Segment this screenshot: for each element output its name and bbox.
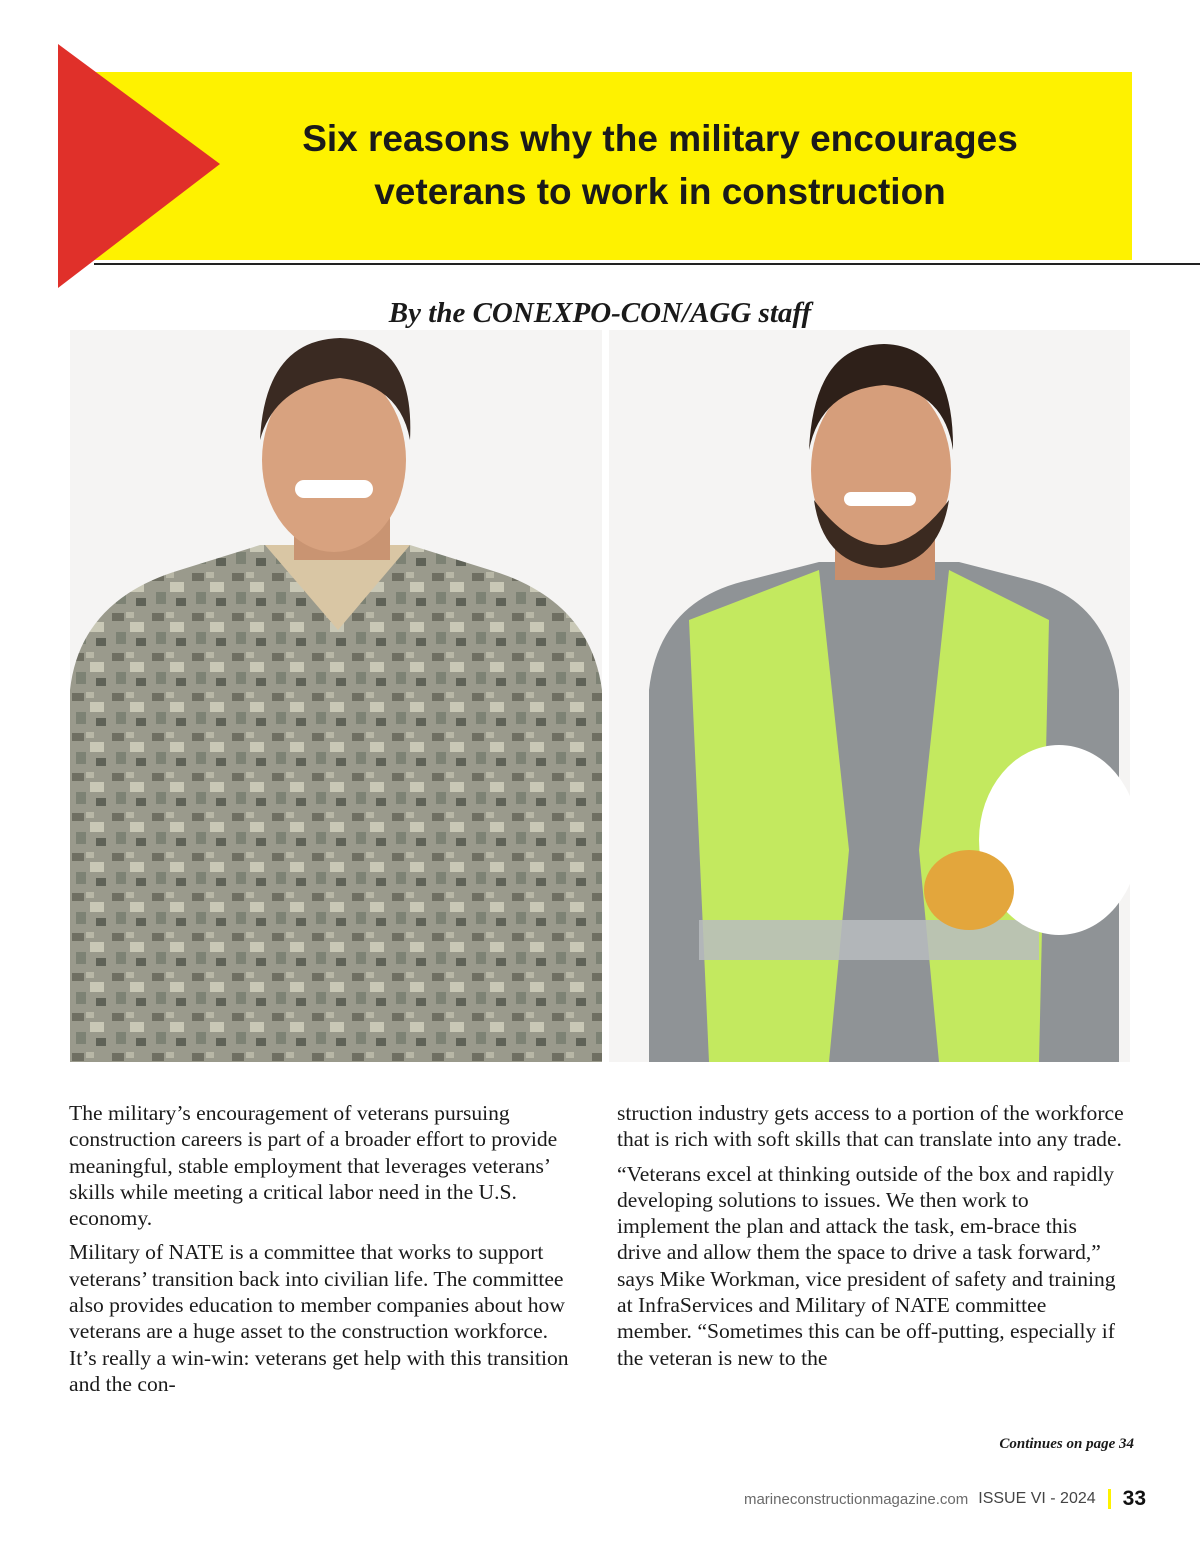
red-arrow-icon [58,44,220,288]
soldier-photo [70,330,602,1062]
continues-note: Continues on page 34 [999,1436,1134,1452]
page-footer [744,1486,1146,1512]
footer-issue: ISSUE VI - 2024 [978,1490,1096,1507]
title-banner [92,72,1132,260]
paragraph: “Veterans excel at thinking outside of the box and rapidly developing solutions to issues. We then work to implement the plan and attack the task, em-brace this drive and allow them the space to drive a task forward,” says Mike Workman, vice president of safety and training at InfraServices and Military of NATE committee member. “Sometimes this can be off-putting, especially if the veteran is new to the [617,1161,1116,1370]
construction-worker-photo [609,330,1130,1062]
footer-site: marineconstructionmagazine.com [743,1490,969,1508]
page-number: 33 [1122,1487,1146,1510]
article-column-left [69,1100,577,1405]
header-rule [94,263,1200,265]
paragraph: Military of NATE is a committee that works to support veterans’ transition back into civilian life. The committee also provides education to member companies about how veterans are a huge asset to the construction workforce. It’s really a win-win: veterans get help with this transition and the con- [69,1240,569,1396]
article-column-right [617,1100,1125,1379]
byline: By the CONEXPO-CON/AGG staff [388,297,812,329]
title-line-2: veterans to work in construction [374,171,946,212]
paragraph: struction industry gets access to a portion of the workforce that is rich with soft skills that can translate into any trade. [617,1101,1124,1152]
paragraph: The military’s encouragement of veterans pursuing construction careers is part of a broader effort to provide meaningful, stable employment that leverages veterans’ skills while meeting a critical labor need in the U.S. economy. [69,1101,558,1231]
title-line-1: Six reasons why the military encourages [302,118,1018,159]
footer-divider [1108,1489,1111,1509]
article-title [92,112,1132,218]
